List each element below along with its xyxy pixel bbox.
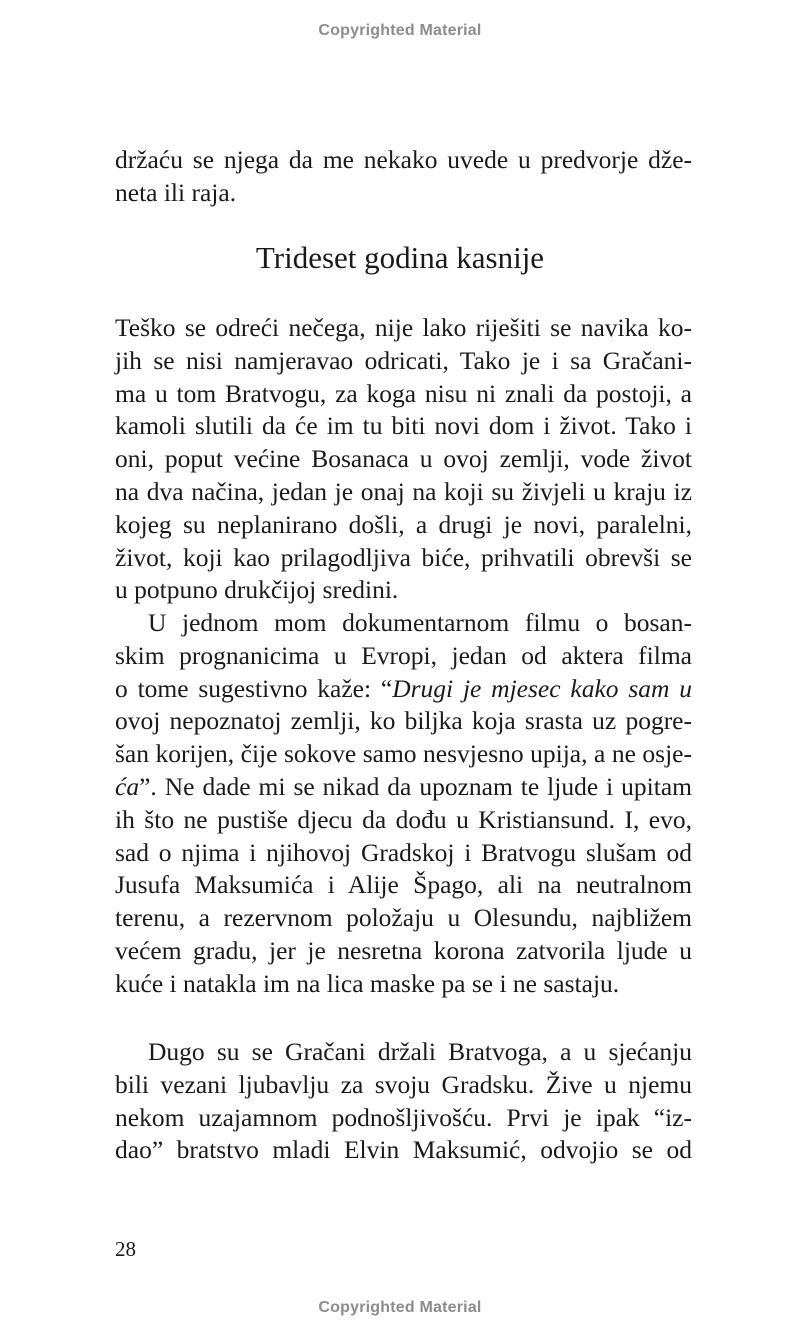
text-line: skim prognanicima u Evropi, jedan od aktera filma [115,640,692,670]
text-line: U jednom mom dokumentarnom filmu o bosan- [148,608,692,637]
copyright-watermark-bottom: Copyrighted Material [318,1299,482,1316]
text-line: ma u tom Bratvogu, za koga nisu ni znali da postoji, a [115,378,692,408]
text-line: bili vezani ljubavlju za svoju Gradsku. Žive u njemu [115,1069,692,1099]
text-line: oni, poput većine Bosanaca u ovoj zemlji, vode život [115,444,692,474]
text-line: Jusufa Maksumića i Alije Špago, ali na neutralnom [115,870,692,900]
paragraph-2 [115,607,692,1001]
text-line: dao” bratstvo mladi Elvin Maksumić, odvojio se od [115,1135,692,1165]
text-line: jih se nisi namjeravao odricati, Tako je i sa Gračani- [115,345,692,375]
text-line: na dva načina, jedan je onaj na koji su živjeli u kraju iz [115,476,692,506]
section-heading: Trideset godina kasnije [255,240,545,275]
paragraph-1 [115,312,692,607]
text-line: Teško se odreći nečega, nije lako riješiti se navika ko- [115,313,692,342]
text-line: u potpuno drukčijoj sredini. [115,575,399,605]
text-line: ih što ne pustiše djecu da dođu u Kristiansund. I, evo, [115,804,692,834]
page-number: 28 [115,1237,136,1261]
quote-italic: ća [115,771,140,801]
text-line: terenu, a rezervnom položaju u Olesundu, najbližem [115,903,692,933]
text-line: držaću se njega da me nekako uvede u predvorje dže- [115,145,692,174]
text-line [115,673,692,706]
copyright-watermark-top: Copyrighted Material [318,22,482,39]
intro-paragraph [115,144,692,210]
text-line: život, koji kao prilagodljiva biće, prihvatili obrevši se [115,542,692,572]
text-line [115,771,692,804]
text-line: kuće i natakla im na lica maske pa se i ne sastaju. [115,968,620,998]
text-line: nekom uzajamnom podnošljivošću. Prvi je ipak “iz- [115,1102,692,1132]
paragraph-3 [115,1036,692,1167]
quote-line: ovoj nepoznatoj zemlji, ko biljka koja srasta uz pogre- [115,706,692,736]
text-line: Dugo su se Gračani držali Bratvoga, a u sjećanju [148,1037,692,1066]
text-segment: o tome sugestivno kaže: “ [115,673,393,703]
text-line: sad o njima i njihovoj Gradskoj i Bratvogu slušam od [115,837,692,867]
text-line: većem gradu, jer je nesretna korona zatvorila ljude u [115,935,692,965]
quote-italic: Drugi je mjesec kako sam u [392,673,692,703]
text-segment: ”. Ne dade mi se nikad da upoznam te ljude i upitam [139,771,692,801]
text-line: kamoli slutili da će im tu biti novi dom i život. Tako i [115,411,692,441]
text-line: neta ili raja. [115,177,237,207]
quote-line: šan korijen, čije sokove samo nesvjesno upija, a ne osje- [115,739,692,769]
text-line: kojeg su neplanirano došli, a drugi je novi, paralelni, [115,509,692,539]
